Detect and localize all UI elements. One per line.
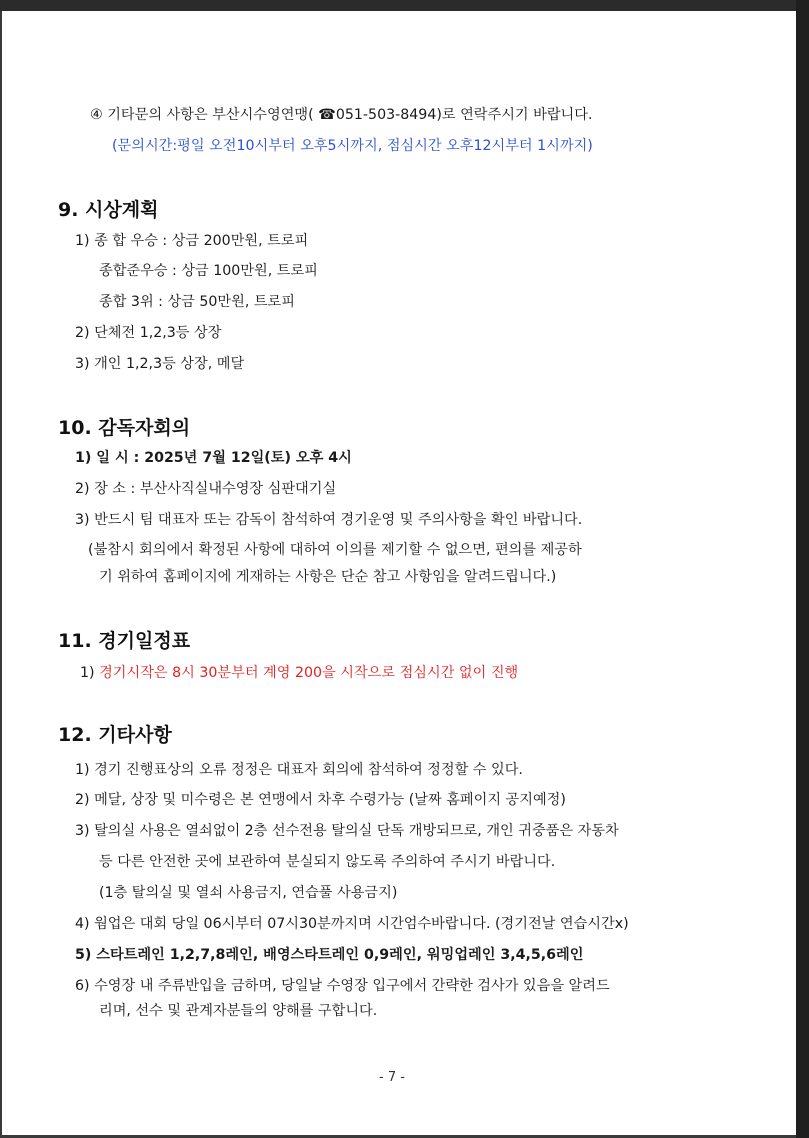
award-overall-third: 종합 3위 : 상금 50만원, 트로피 [99,294,295,310]
award-team-event: 2) 단체전 1,2,3등 상장 [75,325,222,341]
contact-info-line: ④ 기타문의 사항은 부산시수영연맹( ☎051-503-8494)로 연락주시기 바랍니다. [90,107,593,123]
document-page [2,11,796,1135]
viewer-scroll-gutter[interactable] [796,0,809,1138]
schedule-item-number: 1) [80,665,100,681]
section-11-heading: 11. 경기일정표 [58,630,191,652]
misc-item-3-note: (1층 탈의실 및 열쇠 사용금지, 연습풀 사용금지) [99,885,398,901]
misc-item-5: 5) 스타트레인 1,2,7,8레인, 배영스타트레인 0,9레인, 워밍업레인 3,4,5,6레인 [75,947,584,963]
section-9-heading: 9. 시상계획 [58,199,159,221]
section-12-heading: 12. 기타사항 [58,724,172,746]
meeting-absence-note-2: 기 위하여 홈페이지에 게재하는 사항은 단순 참고 사항임을 알려드립니다.) [99,569,557,585]
page-number: - 7 - [379,1070,405,1085]
schedule-item [80,664,518,682]
meeting-datetime: 1) 일 시 : 2025년 7월 12일(토) 오후 4시 [75,450,352,466]
schedule-item-text: 경기시작은 8시 30분부터 계영 200을 시작으로 점심시간 없이 진행 [99,665,519,681]
meeting-location: 2) 장 소 : 부산사직실내수영장 심판대기실 [75,481,337,497]
meeting-attendance-note: 3) 반드시 팀 대표자 또는 감독이 참석하여 경기운영 및 주의사항을 확인 바랍니다. [75,512,583,528]
misc-item-1: 1) 경기 진행표상의 오류 정정은 대표자 회의에 참석하여 정정할 수 있다. [75,762,523,778]
misc-item-4: 4) 웜업은 대회 당일 06시부터 07시30분까지며 시간엄수바랍니다. (경기전날 연습시간x) [75,916,629,932]
award-individual: 3) 개인 1,2,3등 상장, 메달 [75,356,245,372]
award-overall-winner: 1) 종 합 우승 : 상금 200만원, 트로피 [75,233,309,249]
misc-item-3: 3) 탈의실 사용은 열쇠없이 2층 선수전용 탈의실 단독 개방되므로, 개인 귀중품은 자동차 [75,823,619,839]
misc-item-6-cont: 리며, 선수 및 관계자분들의 양해를 구합니다. [99,1003,378,1019]
viewer-top-bar [0,0,809,11]
misc-item-3-cont: 등 다른 안전한 곳에 보관하여 분실되지 않도록 주의하여 주시기 바랍니다. [99,854,556,870]
section-10-heading: 10. 감독자회의 [58,417,191,439]
meeting-absence-note-1: (불참시 회의에서 확정된 사항에 대하여 이의를 제기할 수 없으면, 편의를 제공하 [88,542,582,558]
misc-item-2: 2) 메달, 상장 및 미수령은 본 연맹에서 차후 수령가능 (날짜 홈페이지 공지예정) [75,792,566,808]
misc-item-6: 6) 수영장 내 주류반입을 금하며, 당일날 수영장 입구에서 간략한 검사가 있음을 알려드 [75,978,610,994]
contact-hours-line: (문의시간:평일 오전10시부터 오후5시까지, 점심시간 오후12시부터 1시까지) [112,138,593,154]
award-overall-runner-up: 종합준우승 : 상금 100만원, 트로피 [99,263,318,279]
